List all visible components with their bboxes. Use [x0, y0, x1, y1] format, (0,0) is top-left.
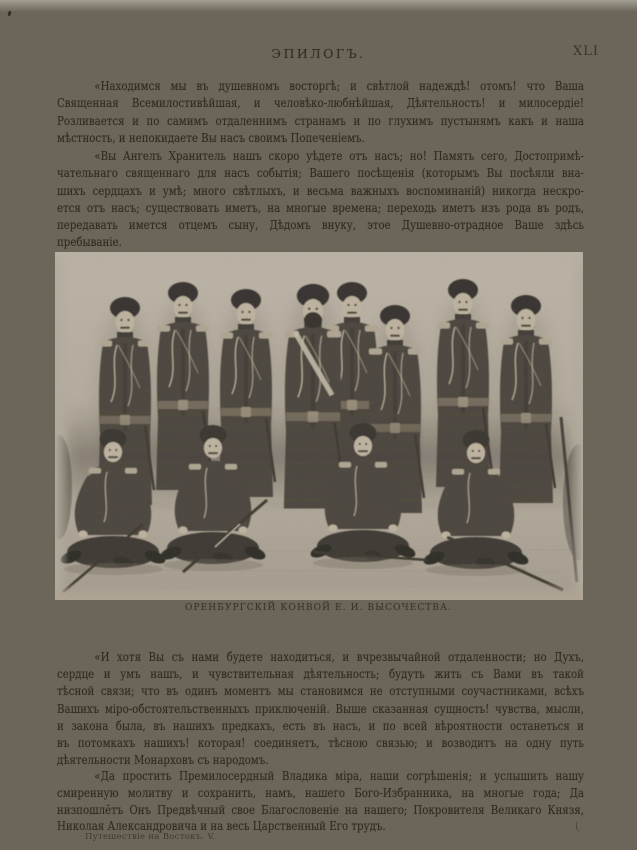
text-line: смиренную молитву и сохранить, намъ, нашего Бого-Избранника, на многые года; Да [57, 785, 584, 800]
text-line: Священная Всемилостивѣйшая, и человѣко-любнѣйшая, Дѣятельность! и милосердіе! [57, 96, 584, 111]
paragraph-4 [57, 768, 584, 835]
edge-fade-top [55, 252, 583, 272]
paragraph-3 [57, 649, 584, 769]
edge-fade-bottom [55, 582, 583, 600]
text-line: низпошлётъ Онъ Предвѣчный свое Благословеніе на нашего; Покровителя Великаго Князя, [57, 802, 584, 817]
ink-speck [7, 11, 11, 17]
paragraph-2 [57, 148, 584, 252]
text-line: ется отъ насъ; существовать иметъ, на многые времена; переходь иметъ изъ рода въ родъ, [57, 200, 584, 215]
text-line: «Вы Ангелъ Хранитель нашъ скоро уѣдете отъ насъ; но! Память сего, Достопримѣ- [94, 149, 584, 163]
text-line: чательнаго священнаго для насъ событія; Вашего посѣщенія (которымъ Вы посѣяли вна- [57, 166, 584, 181]
photo-grain [55, 252, 583, 600]
text-line: Вашихъ міро-обстоятельственныхъ приключеній. Выше сказанная сущность! чувства, мысли, [57, 701, 584, 716]
text-line: Розливается и по самимъ отдаленнимъ странамъ и по глухимъ пустынямъ какъ и наша [57, 113, 584, 128]
text-line: тѣсной связи; что въ одинъ моментъ мы становимся не отступными соучастниками, всѣхъ [57, 684, 584, 699]
page-number: XLI [572, 44, 600, 59]
text-line: передавать имется отцемъ сыну, Дѣдомъ внуку, этое Душевно-отрадное Ваше здѣсь [57, 218, 584, 233]
edge-fade-left [55, 252, 69, 600]
text-line: и закона была, въ нашихъ предкахъ, есть въ насъ, и по всей вѣроятности останеться и [57, 718, 584, 733]
group-photo [55, 252, 583, 600]
text-line: Николая Александровича и на весь Царственный Его трудъ. [57, 819, 386, 834]
page-edge-highlight [0, 0, 637, 12]
text-line: въ потомкахъ нашихъ! которая! соединяетъ, тѣсною связью; и возводитъ на одну путь [57, 736, 584, 751]
paragraph-1 [57, 78, 584, 147]
photo-caption: ОРЕНБУРГСКІЙ КОНВОЙ Е. И. ВЫСОЧЕСТВА. [185, 603, 452, 613]
text-line: шихъ сердцахъ и умѣ; много свѣтлыхъ, и весьма важныхъ воспоминаній) никогда нескро- [57, 183, 584, 198]
text-line: пребываніе. [57, 235, 122, 250]
text-line: «Находимся мы въ душевномъ восторгѣ; и свѣтлой надеждѣ! отомъ! что Ваша [94, 79, 584, 93]
scratch-mark: ( [573, 819, 581, 834]
text-line: дѣятельности Монарховъ съ народомъ. [57, 753, 269, 768]
text-line: сердце и умъ нашъ, и чувствительная дѣятельность; будуть жить съ Вами въ такой [57, 667, 584, 682]
text-line: «И хотя Вы съ нами будете находиться, и вчрезвычайной отдаленности; но Духъ, [94, 650, 584, 664]
page-title: ЭПИЛОГЪ. [271, 46, 366, 61]
text-line: «Да простить Премилосердный Владика міра, наши согрѣшенія; и услышить нашу [94, 769, 584, 783]
text-line: мѣстность, и непокидаете Вы насъ своимъ Попеченіемъ. [57, 130, 365, 145]
edge-fade-right [569, 252, 583, 600]
book-signature: Путешествіе на Востокъ. V. [85, 832, 216, 842]
